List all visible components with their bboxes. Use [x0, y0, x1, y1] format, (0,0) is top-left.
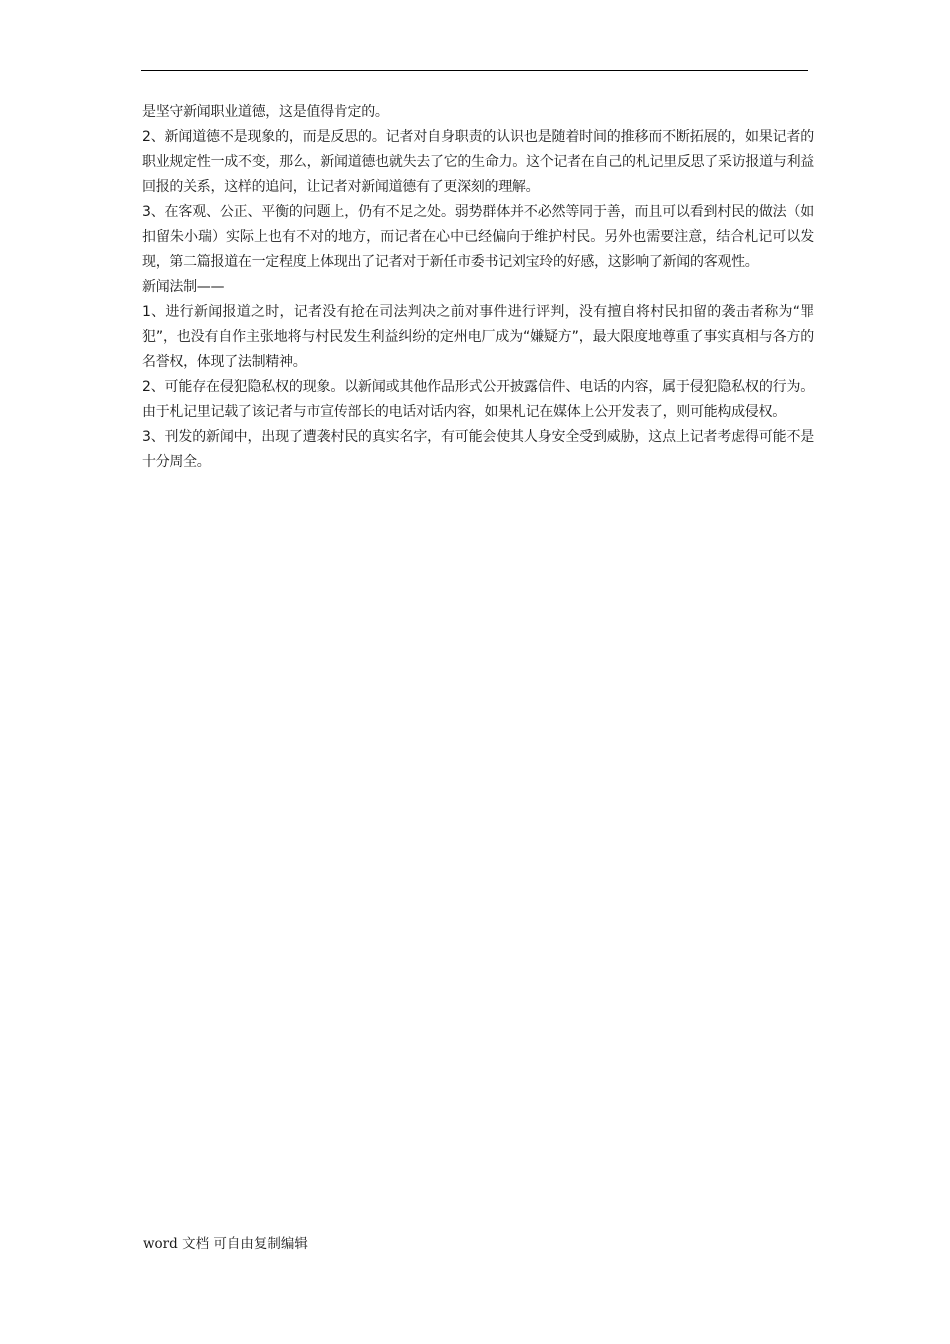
page-footer: word 文档 可自由复制编辑 — [143, 1236, 308, 1252]
section-heading-news-law: 新闻法制—— — [142, 279, 225, 295]
header-rule — [141, 70, 808, 71]
paragraph-continuation: 是坚守新闻职业道德，这是值得肯定的。 — [142, 104, 389, 120]
paragraph-law-point-2: 2、可能存在侵犯隐私权的现象。以新闻或其他作品形式公开披露信件、电话的内容，属于侵犯隐私权的行为。由于札记里记载了该记者与市宣传部长的电话对话内容，如果札记在媒体上公开发表了，则可能构成侵权。 — [142, 379, 814, 420]
paragraph-law-point-1: 1、进行新闻报道之时，记者没有抢在司法判决之前对事件进行评判，没有擅自将村民扣留的袭击者称为“罪犯”，也没有自作主张地将与村民发生利益纠纷的定州电厂成为“嫌疑方”，最大限度地尊重了事实真相与各方的名誉权，体现了法制精神。 — [142, 304, 814, 370]
document-body — [142, 100, 814, 475]
paragraph-ethics-point-3: 3、在客观、公正、平衡的问题上，仍有不足之处。弱势群体并不必然等同于善，而且可以看到村民的做法（如扣留朱小瑞）实际上也有不对的地方，而记者在心中已经偏向于维护村民。另外也需要注意，结合札记可以发现，第二篇报道在一定程度上体现出了记者对于新任市委书记刘宝玲的好感，这影响了新闻的客观性。 — [142, 204, 814, 270]
paragraph-law-point-3: 3、刊发的新闻中，出现了遭袭村民的真实名字，有可能会使其人身安全受到威胁，这点上记者考虑得可能不是十分周全。 — [142, 429, 814, 470]
paragraph-ethics-point-2: 2、新闻道德不是现象的，而是反思的。记者对自身职责的认识也是随着时间的推移而不断拓展的，如果记者的职业规定性一成不变，那么，新闻道德也就失去了它的生命力。这个记者在自己的札记里反思了采访报道与利益回报的关系，这样的追问，让记者对新闻道德有了更深刻的理解。 — [142, 129, 814, 195]
